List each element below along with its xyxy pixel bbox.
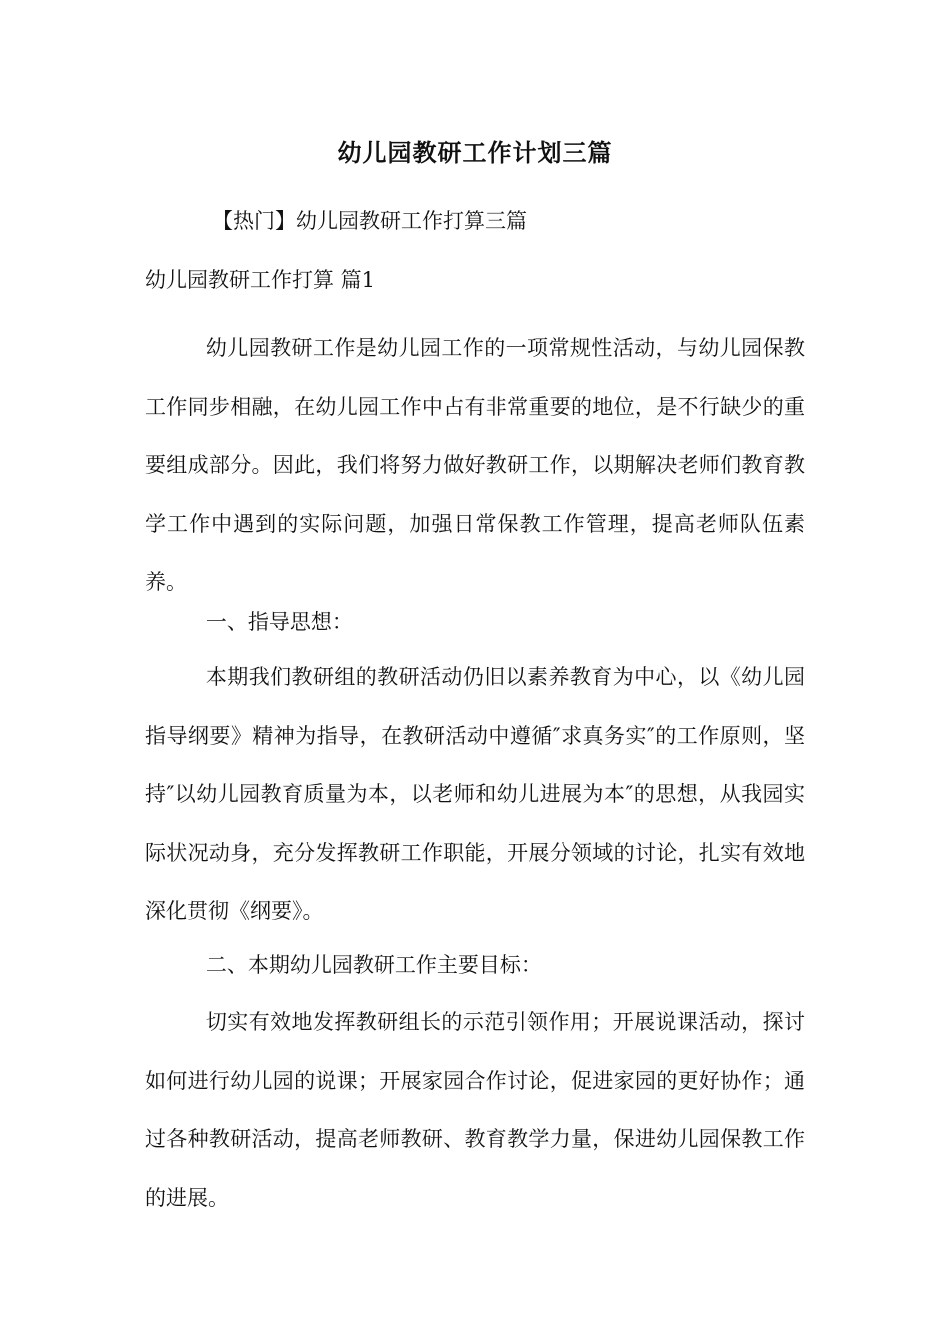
paragraph-intro: 幼儿园教研工作是幼儿园工作的一项常规性活动，与幼儿园保教工作同步相融，在幼儿园工作中占有非常重要的地位，是不行缺少的重要组成部分。因此，我们将努力做好教研工作，以期解决老师们教育教学工作中遇到的实际问题，加强日常保教工作管理，提高老师队伍素养。 — [145, 336, 805, 594]
paragraph-main-goals: 切实有效地发挥教研组长的示范引领作用；开展说课活动，探讨如何进行幼儿园的说课；开展家园合作讨论，促进家园的更好协作；通过各种教研活动，提高老师教研、教育教学力量，保进幼儿园保教工作的进展。 — [145, 1010, 805, 1210]
document-subtitle: 【热门】幼儿园教研工作打算三篇 — [212, 209, 527, 233]
heading-main-goals: 二、本期幼儿园教研工作主要目标： — [205, 953, 542, 977]
paragraph-guiding-thought: 本期我们教研组的教研活动仍旧以素养教育为中心，以《幼儿园指导纲要》精神为指导，在教研活动中遵循″求真务实″的工作原则，坚持″以幼儿园教育质量为本，以老师和幼儿进展为本″的思想，从我园实际状况动身，充分发挥教研工作职能，开展分领域的讨论，扎实有效地深化贯彻《纲要》。 — [145, 665, 805, 923]
heading-guiding-thought: 一、指导思想： — [205, 610, 353, 634]
document-title: 幼儿园教研工作计划三篇 — [337, 138, 613, 167]
section-heading: 幼儿园教研工作打算 篇1 — [145, 268, 376, 292]
